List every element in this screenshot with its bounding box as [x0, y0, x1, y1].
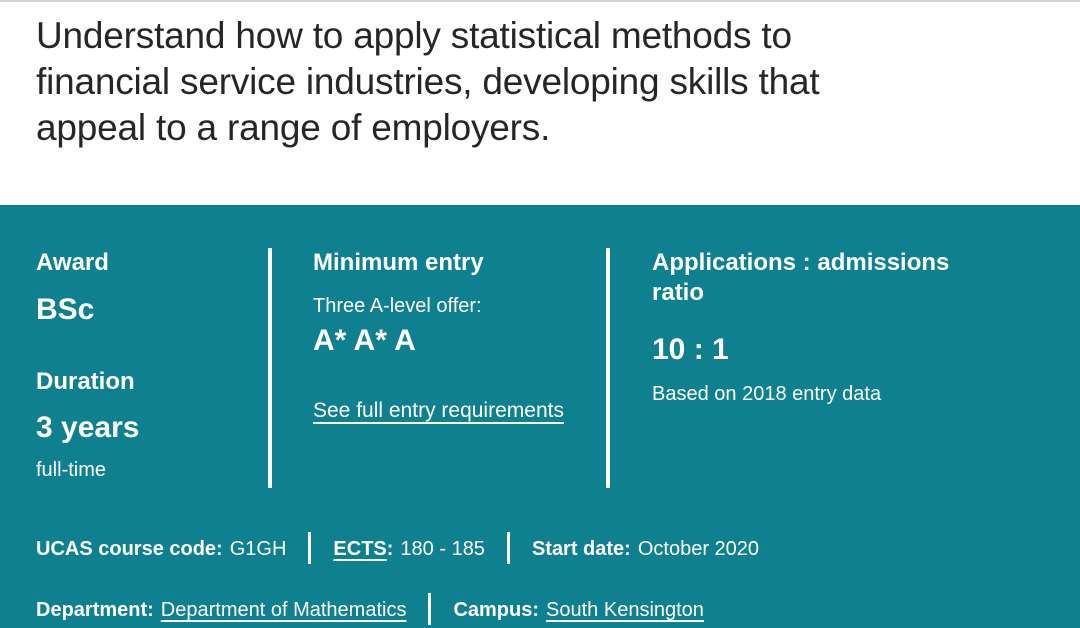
meta-divider [507, 532, 510, 564]
page-title [36, 13, 1044, 151]
start-date-value: October 2020 [637, 538, 760, 561]
ects-group [333, 538, 485, 560]
ucas-label: UCAS course code: [36, 538, 223, 561]
department-link[interactable]: Department of Mathematics [160, 599, 407, 622]
ratio-label: Applications : admissions ratio [652, 249, 950, 306]
campus-group [453, 599, 703, 621]
award-value: BSc [36, 293, 95, 326]
page-title-line-1: Understand how to apply statistical methods to [36, 15, 792, 56]
ects-value: 180 - 185 [400, 538, 485, 561]
meta-divider [308, 532, 311, 564]
meta-divider [428, 593, 431, 625]
page-title-line-3: appeal to a range of employers. [36, 107, 551, 148]
campus-label: Campus: [453, 599, 540, 622]
duration-value: 3 years [36, 411, 140, 444]
ects-link[interactable]: ECTS [333, 538, 387, 561]
duration-note: full-time [36, 459, 107, 481]
offer-label: Three A-level offer: [313, 295, 482, 317]
ratio-note: Based on 2018 entry data [652, 383, 882, 405]
campus-link[interactable]: South Kensington [546, 599, 704, 622]
key-information-band [0, 205, 1080, 628]
start-date-group [532, 538, 759, 560]
key-stats [36, 248, 1044, 488]
award-duration-column [36, 248, 268, 488]
award-label: Award [36, 249, 109, 276]
ucas-value: G1GH [229, 538, 287, 561]
start-date-label: Start date: [531, 538, 631, 561]
course-meta-row-2 [36, 595, 1044, 627]
offer-value: A* A* A [313, 324, 416, 357]
admissions-ratio-column [610, 248, 1044, 488]
minimum-entry-column [272, 248, 606, 488]
page-title-line-2: financial service industries, developing skills that [36, 61, 820, 102]
course-meta-row-1 [36, 534, 1044, 566]
headline-band [0, 0, 1080, 205]
department-group [36, 599, 406, 621]
minimum-entry-label: Minimum entry [313, 249, 484, 276]
ratio-value: 10 : 1 [652, 333, 729, 366]
department-label: Department: [36, 599, 154, 622]
ects-colon: : [386, 538, 394, 561]
entry-requirements-link[interactable]: See full entry requirements [313, 399, 564, 422]
duration-label: Duration [36, 368, 135, 395]
ucas-group [36, 538, 286, 560]
